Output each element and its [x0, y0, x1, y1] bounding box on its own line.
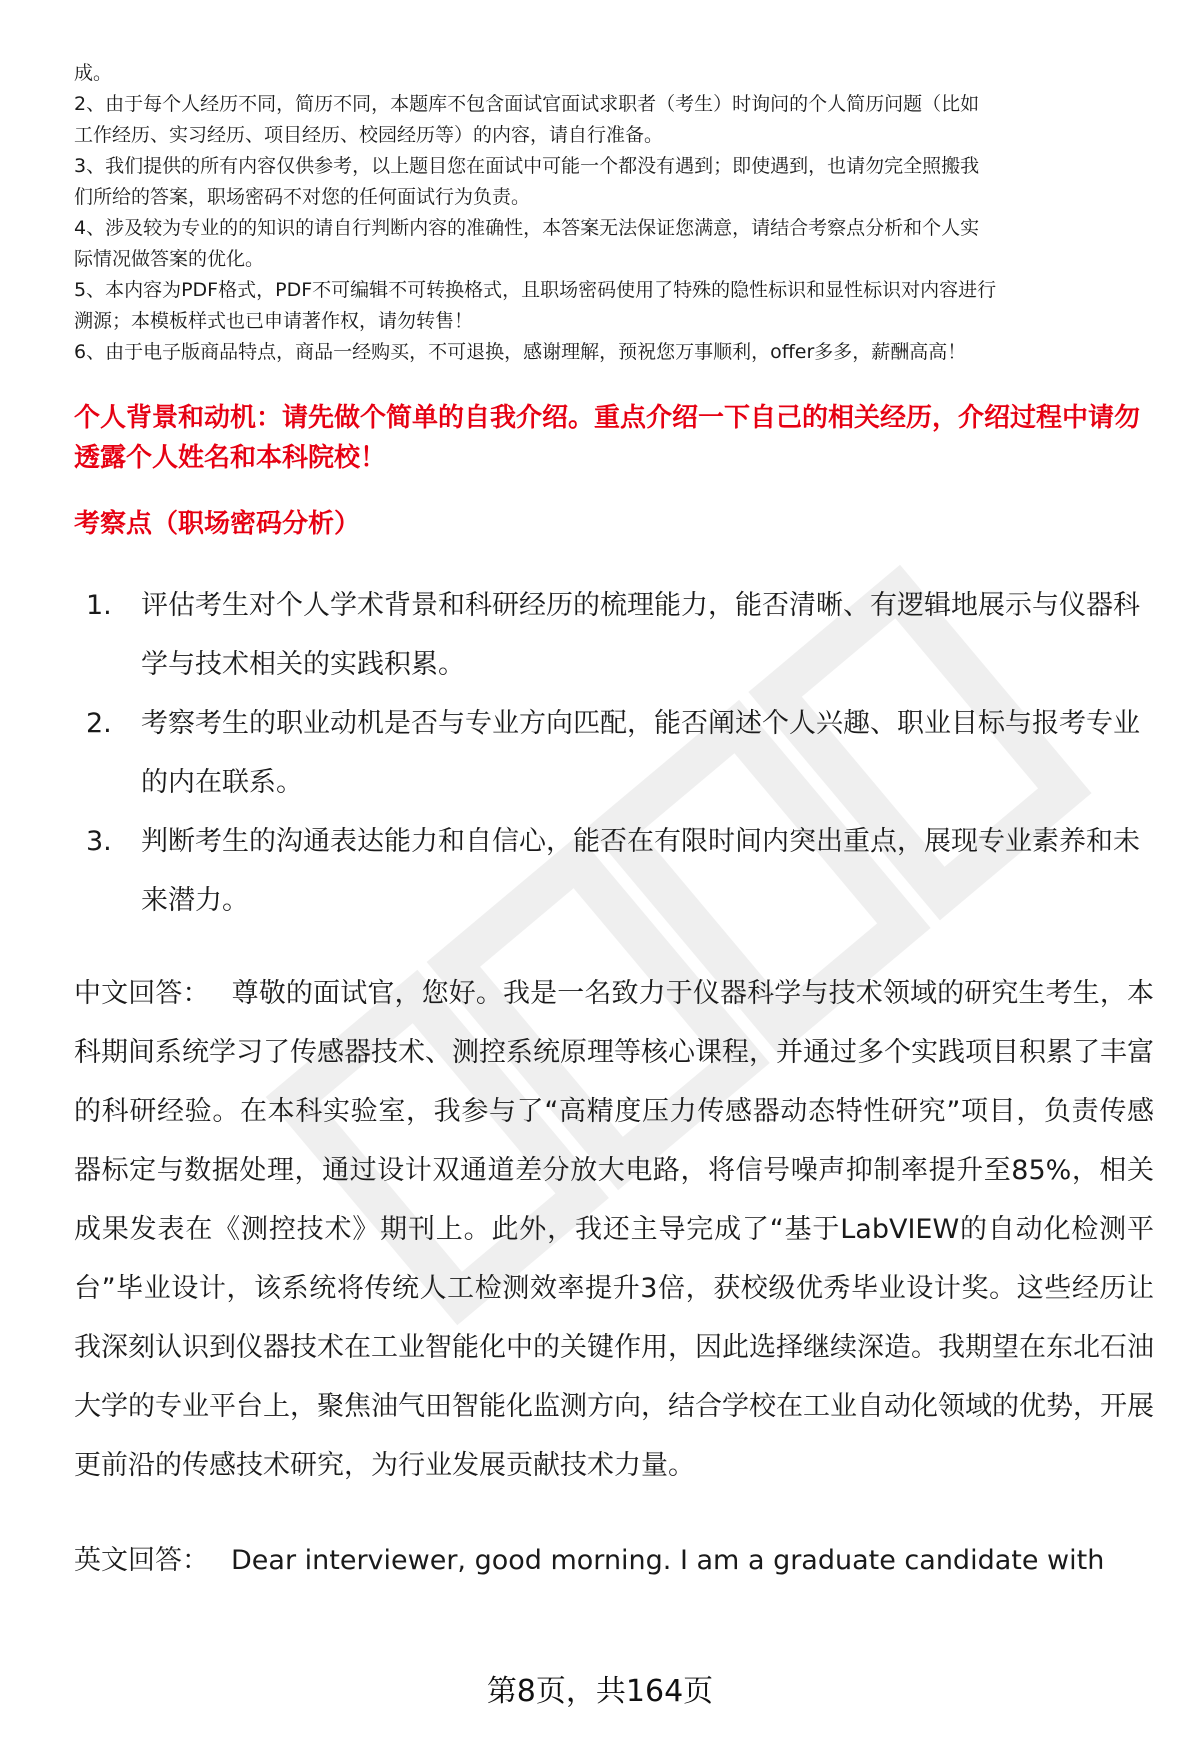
analysis-point — [74, 812, 1154, 930]
chinese-answer — [74, 964, 1154, 1495]
note-line: 2、由于每个人经历不同，简历不同，本题库不包含面试官面试求职者（考生）时询问的个人简历问题（比如 — [74, 93, 980, 115]
document-page — [74, 58, 1154, 1590]
chinese-answer-text: 尊敬的面试官，您好。我是一名致力于仪器科学与技术领域的研究生考生，本科期间系统学习了传感器技术、测控系统原理等核心课程，并通过多个实践项目积累了丰富的科研经验。在本科实验室，我参与了“高精度压力传感器动态特性研究”项目，负责传感器标定与数据处理，通过设计双通道差分放大电路，将信号噪声抑制率提升至85%，相关成果发表在《测控技术》期刊上。此外，我还主导完成了“基于LabVIEW的自动化检测平台”毕业设计，该系统将传统人工检测效率提升3倍，获校级优秀毕业设计奖。这些经历让我深刻认识到仪器技术在工业智能化中的关键作用，因此选择继续深造。我期望在东北石油大学的专业平台上，聚焦油气田智能化监测方向，结合学校在工业自动化领域的优势，开展更前沿的传感技术研究，为行业发展贡献技术力量。 — [74, 978, 1155, 1481]
disclaimer-notes — [74, 58, 1154, 368]
point-number: 2. — [86, 708, 112, 739]
analysis-point — [74, 694, 1154, 812]
point-text: 判断考生的沟通表达能力和自信心，能否在有限时间内突出重点，展现专业素养和未来潜力。 — [141, 826, 1140, 916]
note-line: 溯源；本模板样式也已申请著作权，请勿转售！ — [74, 310, 474, 332]
point-text: 考察考生的职业动机是否与专业方向匹配，能否阐述个人兴趣、职业目标与报考专业的内在联系。 — [141, 708, 1140, 798]
note-line: 3、我们提供的所有内容仅供参考，以上题目您在面试中可能一个都没有遇到；即使遇到，也请勿完全照搬我 — [74, 155, 980, 177]
english-answer — [74, 1531, 1154, 1590]
question-heading: 个人背景和动机：请先做个简单的自我介绍。重点介绍一下自己的相关经历，介绍过程中请勿透露个人姓名和本科院校！ — [74, 403, 1141, 473]
page-number: 第8页，共164页 — [486, 1674, 714, 1709]
analysis-heading: 考察点（职场密码分析） — [74, 509, 361, 539]
english-answer-text: Dear interviewer, good morning. I am a graduate candidate with — [231, 1545, 1105, 1576]
analysis-point — [74, 576, 1154, 694]
note-line: 4、涉及较为专业的的知识的请自行判断内容的准确性，本答案无法保证您满意，请结合考察点分析和个人实 — [74, 217, 980, 239]
analysis-points — [74, 576, 1154, 930]
english-answer-label: 英文回答： — [74, 1545, 209, 1576]
note-line: 们所给的答案，职场密码不对您的任何面试行为负责。 — [74, 186, 531, 208]
note-line: 6、由于电子版商品特点，商品一经购买，不可退换，感谢理解，预祝您万事顺利，offer多多，薪酬高高！ — [74, 341, 967, 363]
point-text: 评估考生对个人学术背景和科研经历的梳理能力，能否清晰、有逻辑地展示与仪器科学与技术相关的实践积累。 — [141, 590, 1140, 680]
note-line: 5、本内容为PDF格式，PDF不可编辑不可转换格式，且职场密码使用了特殊的隐性标识和显性标识对内容进行 — [74, 279, 997, 301]
note-line: 成。 — [74, 62, 113, 84]
chinese-answer-label: 中文回答： — [74, 978, 210, 1009]
point-number: 1. — [86, 590, 112, 621]
note-line: 际情况做答案的优化。 — [74, 248, 265, 270]
note-line: 工作经历、实习经历、项目经历、校园经历等）的内容，请自行准备。 — [74, 124, 664, 146]
point-number: 3. — [86, 826, 112, 857]
